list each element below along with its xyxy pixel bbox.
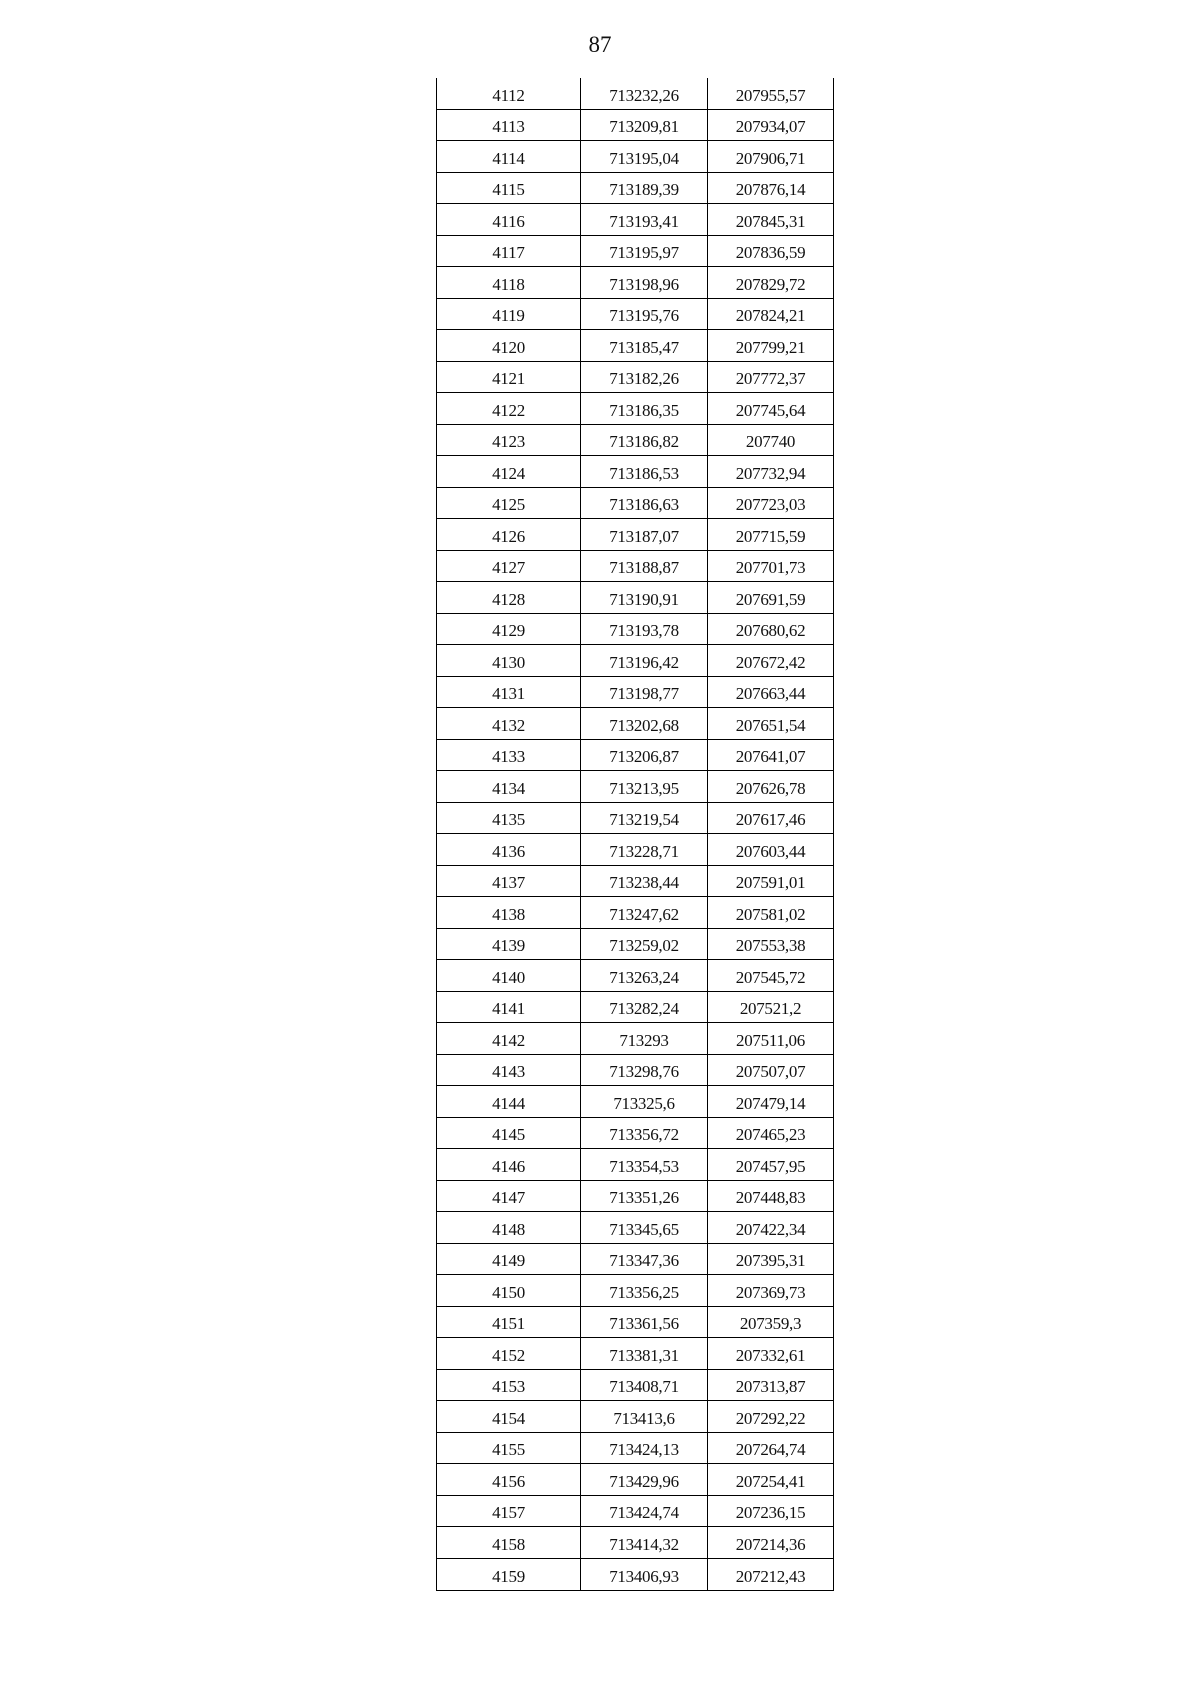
table-row [437, 1023, 833, 1055]
x-coordinate-cell: 713213,95 [581, 771, 708, 802]
x-coordinate-cell: 713190,91 [581, 582, 708, 613]
x-coordinate-cell: 713219,54 [581, 803, 708, 834]
table-row [437, 1307, 833, 1339]
x-coordinate-cell: 713429,96 [581, 1464, 708, 1495]
y-coordinate-cell: 207395,31 [735, 1251, 806, 1270]
y-coordinate-cell: 207715,59 [735, 526, 806, 546]
y-coordinate-cell: 207603,44 [735, 841, 806, 861]
y-coordinate-cell: 207617,46 [735, 810, 806, 829]
x-coordinate-cell: 713259,02 [581, 929, 708, 960]
x-coordinate-cell: 713406,93 [581, 1559, 708, 1591]
x-coordinate-cell: 713198,96 [581, 267, 708, 298]
x-coordinate-cell: 713186,35 [581, 393, 708, 424]
table-row [437, 897, 833, 929]
point-number-cell: 4119 [437, 299, 581, 330]
x-coordinate-cell: 713186,63 [581, 488, 708, 519]
point-number-cell: 4127 [437, 551, 581, 582]
y-coordinate-cell: 207651,54 [735, 715, 806, 735]
x-coordinate-cell: 713282,24 [581, 992, 708, 1023]
table-row [437, 173, 833, 205]
table-row [437, 551, 833, 583]
table-row [437, 645, 833, 677]
point-number-cell: 4145 [437, 1118, 581, 1149]
point-number-cell: 4157 [437, 1496, 581, 1527]
table-row [437, 267, 833, 299]
y-coordinate-cell: 207553,38 [735, 936, 806, 955]
table-row [437, 582, 833, 614]
y-coordinate-cell: 207732,94 [735, 463, 806, 483]
y-coordinate-cell: 207663,44 [735, 684, 806, 703]
table-row [437, 834, 833, 866]
x-coordinate-cell: 713198,77 [581, 677, 708, 708]
x-coordinate-cell: 713381,31 [581, 1338, 708, 1369]
x-coordinate-cell: 713424,74 [581, 1496, 708, 1527]
point-number-cell: 4143 [437, 1055, 581, 1086]
x-coordinate-cell: 713188,87 [581, 551, 708, 582]
point-number-cell: 4144 [437, 1086, 581, 1117]
point-number-cell: 4113 [437, 110, 581, 141]
table-row [437, 1401, 833, 1433]
table-row [437, 866, 833, 898]
table-row [437, 1118, 833, 1150]
table-row [437, 110, 833, 142]
point-number-cell: 4151 [437, 1307, 581, 1338]
y-coordinate-cell: 207236,15 [735, 1503, 806, 1522]
point-number-cell: 4137 [437, 866, 581, 897]
table-row [437, 330, 833, 362]
table-row [437, 614, 833, 646]
point-number-cell: 4147 [437, 1181, 581, 1212]
y-coordinate-cell: 207906,71 [735, 148, 806, 168]
table-row [437, 740, 833, 772]
x-coordinate-cell: 713206,87 [581, 740, 708, 771]
point-number-cell: 4118 [437, 267, 581, 298]
x-coordinate-cell: 713193,41 [581, 204, 708, 235]
y-coordinate-cell: 207691,59 [735, 589, 806, 609]
table-row [437, 1055, 833, 1087]
y-coordinate-cell: 207254,41 [735, 1471, 806, 1491]
y-coordinate-cell: 207934,07 [735, 117, 806, 136]
point-number-cell: 4126 [437, 519, 581, 550]
table-row [437, 1149, 833, 1181]
point-number-cell: 4155 [437, 1433, 581, 1464]
y-coordinate-cell: 207723,03 [735, 495, 806, 514]
table-row [437, 456, 833, 488]
y-coordinate-cell: 207845,31 [735, 211, 806, 231]
point-number-cell: 4131 [437, 677, 581, 708]
y-coordinate-cell: 207955,57 [735, 85, 806, 105]
y-coordinate-cell: 207313,87 [735, 1377, 806, 1396]
x-coordinate-cell: 713414,32 [581, 1527, 708, 1558]
table-row [437, 393, 833, 425]
y-coordinate-cell: 207448,83 [735, 1188, 806, 1207]
point-number-cell: 4140 [437, 960, 581, 991]
x-coordinate-cell: 713345,65 [581, 1212, 708, 1243]
x-coordinate-cell: 713356,72 [581, 1118, 708, 1149]
point-number-cell: 4150 [437, 1275, 581, 1306]
table-row [437, 929, 833, 961]
y-coordinate-cell: 207465,23 [735, 1125, 806, 1144]
point-number-cell: 4148 [437, 1212, 581, 1243]
point-number-cell: 4156 [437, 1464, 581, 1495]
table-row [437, 78, 833, 110]
table-row [437, 425, 833, 457]
point-number-cell: 4117 [437, 236, 581, 267]
table-row [437, 1244, 833, 1276]
table-row [437, 204, 833, 236]
y-coordinate-cell: 207507,07 [735, 1062, 806, 1081]
x-coordinate-cell: 713202,68 [581, 708, 708, 739]
point-number-cell: 4138 [437, 897, 581, 928]
y-coordinate-cell: 207422,34 [735, 1219, 806, 1239]
point-number-cell: 4146 [437, 1149, 581, 1180]
x-coordinate-cell: 713186,53 [581, 456, 708, 487]
table-row [437, 1086, 833, 1118]
x-coordinate-cell: 713347,36 [581, 1244, 708, 1275]
y-coordinate-cell: 207332,61 [735, 1345, 806, 1365]
x-coordinate-cell: 713193,78 [581, 614, 708, 645]
y-coordinate-cell: 207591,01 [735, 873, 806, 892]
x-coordinate-cell: 713185,47 [581, 330, 708, 361]
x-coordinate-cell: 713424,13 [581, 1433, 708, 1464]
y-coordinate-cell: 207824,21 [735, 306, 806, 325]
point-number-cell: 4123 [437, 425, 581, 456]
x-coordinate-cell: 713238,44 [581, 866, 708, 897]
y-coordinate-cell: 207772,37 [735, 369, 806, 388]
y-coordinate-cell: 207359,3 [739, 1314, 802, 1333]
point-number-cell: 4130 [437, 645, 581, 676]
point-number-cell: 4114 [437, 141, 581, 172]
table-row [437, 1527, 833, 1559]
x-coordinate-cell: 713263,24 [581, 960, 708, 991]
x-coordinate-cell: 713209,81 [581, 110, 708, 141]
y-coordinate-cell: 207680,62 [735, 621, 806, 640]
point-number-cell: 4116 [437, 204, 581, 235]
point-number-cell: 4128 [437, 582, 581, 613]
x-coordinate-cell: 713354,53 [581, 1149, 708, 1180]
point-number-cell: 4152 [437, 1338, 581, 1369]
table-row [437, 708, 833, 740]
y-coordinate-cell: 207672,42 [735, 652, 806, 672]
y-coordinate-cell: 207836,59 [735, 243, 806, 262]
point-number-cell: 4132 [437, 708, 581, 739]
y-coordinate-cell: 207740 [745, 432, 796, 451]
x-coordinate-cell: 713187,07 [581, 519, 708, 550]
table-row [437, 1496, 833, 1528]
point-number-cell: 4121 [437, 362, 581, 393]
y-coordinate-cell: 207264,74 [735, 1440, 806, 1459]
y-coordinate-cell: 207701,73 [735, 558, 806, 577]
point-number-cell: 4115 [437, 173, 581, 204]
y-coordinate-cell: 207745,64 [735, 400, 806, 420]
x-coordinate-cell: 713293 [581, 1023, 708, 1054]
x-coordinate-cell: 713413,6 [581, 1401, 708, 1432]
point-number-cell: 4142 [437, 1023, 581, 1054]
point-number-cell: 4134 [437, 771, 581, 802]
y-coordinate-cell: 207521,2 [739, 999, 802, 1018]
x-coordinate-cell: 713408,71 [581, 1370, 708, 1401]
y-coordinate-cell: 207457,95 [735, 1156, 806, 1176]
point-number-cell: 4120 [437, 330, 581, 361]
coordinates-table [436, 78, 834, 1591]
y-coordinate-cell: 207799,21 [735, 337, 806, 357]
table-row [437, 362, 833, 394]
point-number-cell: 4153 [437, 1370, 581, 1401]
y-coordinate-cell: 207214,36 [735, 1534, 806, 1554]
x-coordinate-cell: 713182,26 [581, 362, 708, 393]
table-row [437, 1370, 833, 1402]
point-number-cell: 4139 [437, 929, 581, 960]
point-number-cell: 4136 [437, 834, 581, 865]
x-coordinate-cell: 713361,56 [581, 1307, 708, 1338]
point-number-cell: 4141 [437, 992, 581, 1023]
x-coordinate-cell: 713189,39 [581, 173, 708, 204]
table-row [437, 677, 833, 709]
point-number-cell: 4149 [437, 1244, 581, 1275]
y-coordinate-cell: 207641,07 [735, 747, 806, 766]
y-coordinate-cell: 207581,02 [735, 904, 806, 924]
point-number-cell: 4112 [437, 78, 581, 109]
table-row [437, 992, 833, 1024]
table-row [437, 1464, 833, 1496]
table-row [437, 960, 833, 992]
x-coordinate-cell: 713298,76 [581, 1055, 708, 1086]
table-row [437, 1212, 833, 1244]
x-coordinate-cell: 713232,26 [581, 78, 708, 109]
point-number-cell: 4129 [437, 614, 581, 645]
y-coordinate-cell: 207292,22 [735, 1408, 806, 1428]
y-coordinate-cell: 207369,73 [735, 1282, 806, 1302]
table-row [437, 1181, 833, 1213]
point-number-cell: 4122 [437, 393, 581, 424]
point-number-cell: 4154 [437, 1401, 581, 1432]
y-coordinate-cell: 207626,78 [735, 778, 806, 798]
page-number: 87 [588, 32, 612, 57]
x-coordinate-cell: 713325,6 [581, 1086, 708, 1117]
y-coordinate-cell: 207479,14 [735, 1093, 806, 1113]
point-number-cell: 4135 [437, 803, 581, 834]
y-coordinate-cell: 207212,43 [735, 1567, 806, 1586]
y-coordinate-cell: 207545,72 [735, 967, 806, 987]
table-row [437, 236, 833, 268]
x-coordinate-cell: 713196,42 [581, 645, 708, 676]
y-coordinate-cell: 207829,72 [735, 274, 806, 294]
x-coordinate-cell: 713195,97 [581, 236, 708, 267]
x-coordinate-cell: 713247,62 [581, 897, 708, 928]
table-row [437, 803, 833, 835]
table-row [437, 1559, 833, 1591]
table-row [437, 519, 833, 551]
point-number-cell: 4133 [437, 740, 581, 771]
point-number-cell: 4124 [437, 456, 581, 487]
table-row [437, 1275, 833, 1307]
point-number-cell: 4125 [437, 488, 581, 519]
x-coordinate-cell: 713356,25 [581, 1275, 708, 1306]
table-row [437, 1433, 833, 1465]
x-coordinate-cell: 713195,04 [581, 141, 708, 172]
table-row [437, 771, 833, 803]
x-coordinate-cell: 713351,26 [581, 1181, 708, 1212]
table-row [437, 1338, 833, 1370]
y-coordinate-cell: 207876,14 [735, 180, 806, 199]
x-coordinate-cell: 713195,76 [581, 299, 708, 330]
point-number-cell: 4159 [437, 1559, 581, 1591]
point-number-cell: 4158 [437, 1527, 581, 1558]
table-row [437, 488, 833, 520]
x-coordinate-cell: 713186,82 [581, 425, 708, 456]
y-coordinate-cell: 207511,06 [736, 1030, 805, 1050]
table-row [437, 299, 833, 331]
table-row [437, 141, 833, 173]
x-coordinate-cell: 713228,71 [581, 834, 708, 865]
